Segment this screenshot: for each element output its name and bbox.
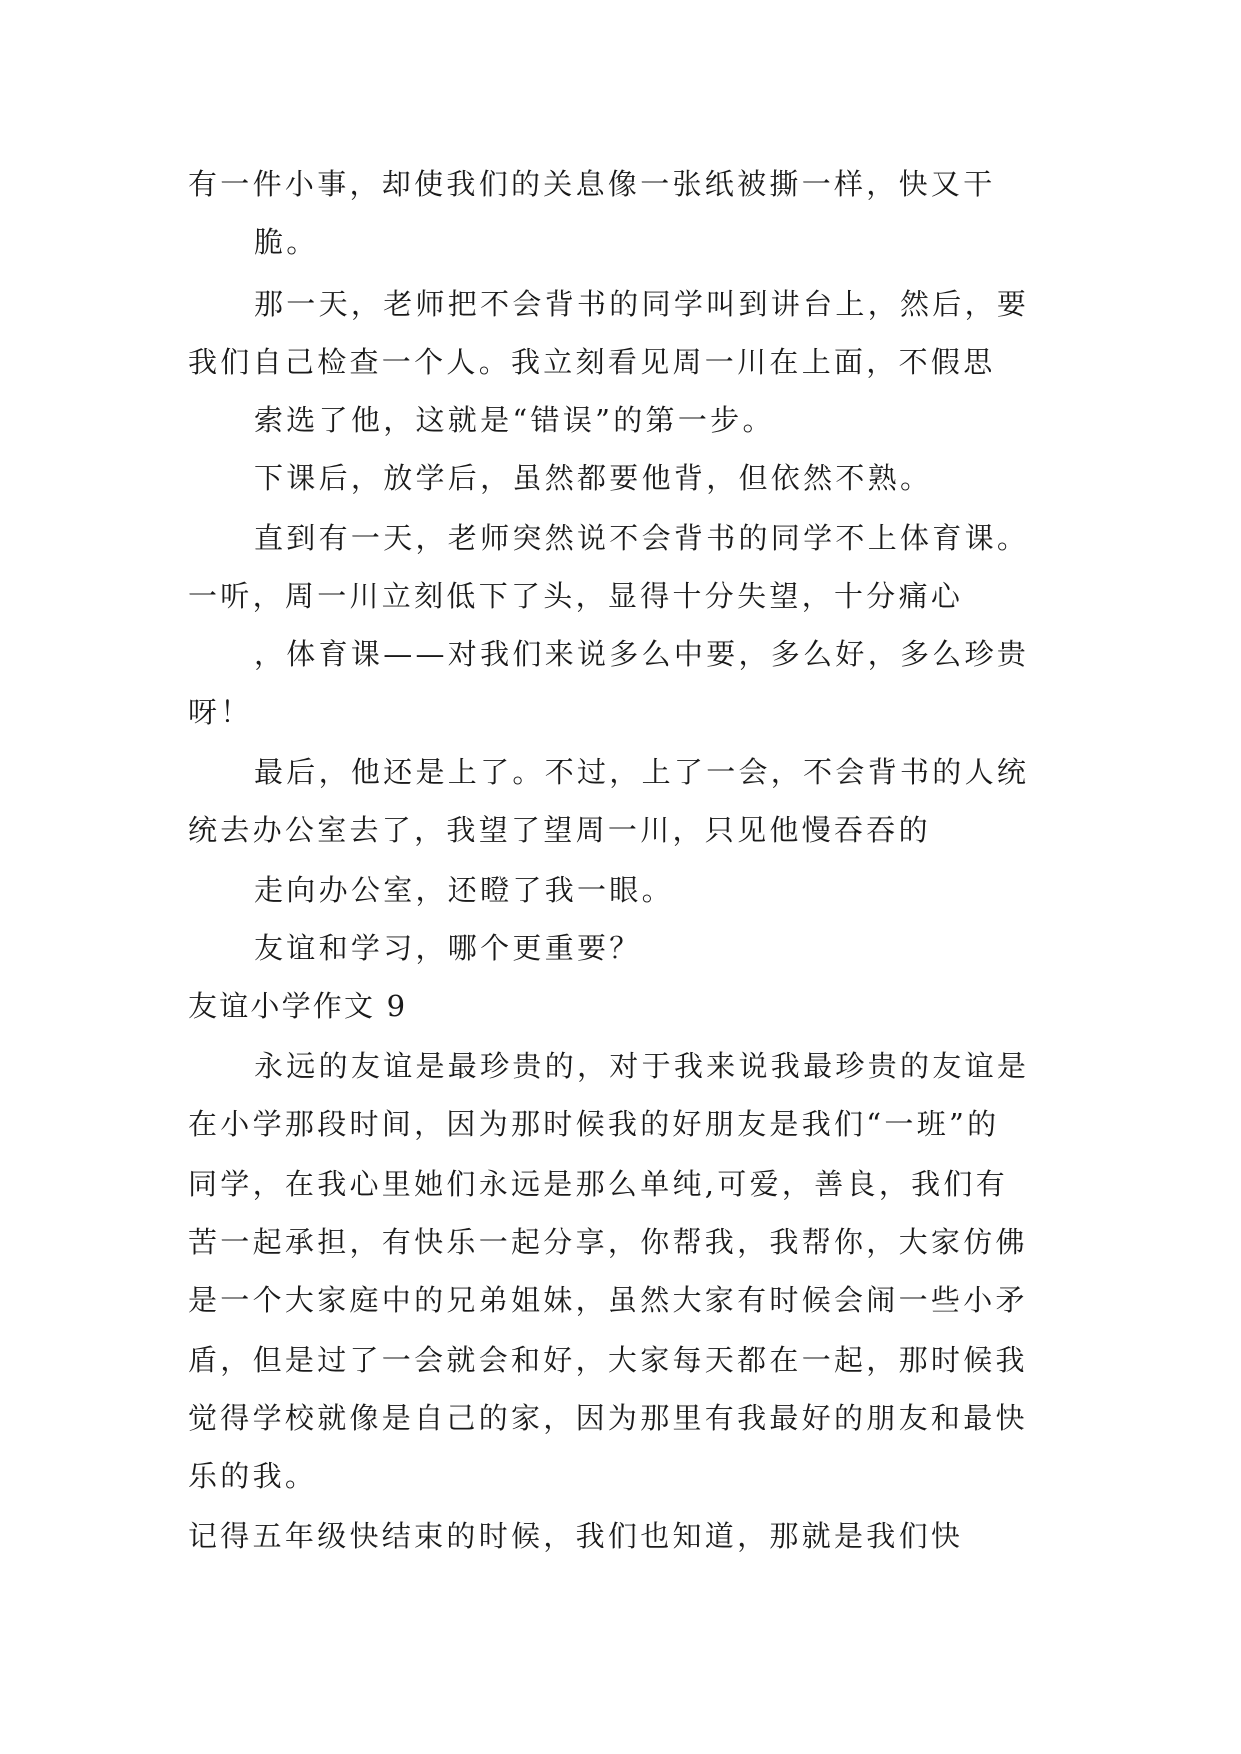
text-line: ，体育课——对我们来说多么中要，多么好，多么珍贵	[254, 637, 1030, 671]
text-line: 记得五年级快结束的时候，我们也知道，那就是我们快	[188, 1519, 964, 1553]
text-line: 一听，周一川立刻低下了头，显得十分失望，十分痛心	[188, 579, 964, 613]
text-line: 我们自己检查一个人。我立刻看见周一川在上面，不假思	[188, 345, 996, 379]
text-line: 盾，但是过了一会就会和好，大家每天都在一起，那时候我	[188, 1343, 1028, 1377]
text-line: 下课后，放学后，虽然都要他背，但依然不熟。	[254, 461, 933, 495]
text-line: 苦一起承担，有快乐一起分享，你帮我，我帮你，大家仿佛	[188, 1225, 1028, 1259]
text-line: 有一件小事，却使我们的关息像一张纸被撕一样，快又干	[188, 167, 996, 201]
text-line: 脆。	[254, 225, 319, 259]
text-line: 友谊和学习，哪个更重要？	[254, 931, 642, 965]
text-line: 觉得学校就像是自己的家，因为那里有我最好的朋友和最快	[188, 1401, 1028, 1435]
text-line: 那一天，老师把不会背书的同学叫到讲台上，然后，要	[254, 287, 1030, 321]
text-line: 同学，在我心里她们永远是那么单纯,可爱，善良，我们有	[188, 1167, 1009, 1201]
text-line: 统去办公室去了，我望了望周一川，只见他慢吞吞的	[188, 813, 931, 847]
text-line: 永远的友谊是最珍贵的，对于我来说我最珍贵的友谊是	[254, 1049, 1030, 1083]
text-line: 走向办公室，还瞪了我一眼。	[254, 873, 674, 907]
text-line: 呀！	[188, 695, 253, 729]
section-heading: 友谊小学作文 9	[188, 989, 408, 1023]
text-line: 乐的我。	[188, 1459, 318, 1493]
text-line: 在小学那段时间，因为那时候我的好朋友是我们“一班”的	[188, 1107, 1000, 1141]
text-line: 最后，他还是上了。不过，上了一会，不会背书的人统	[254, 755, 1030, 789]
text-line: 直到有一天，老师突然说不会背书的同学不上体育课。	[254, 521, 1030, 555]
text-line: 是一个大家庭中的兄弟姐妹，虽然大家有时候会闹一些小矛	[188, 1283, 1028, 1317]
text-line: 索选了他，这就是“错误”的第一步。	[254, 403, 775, 437]
